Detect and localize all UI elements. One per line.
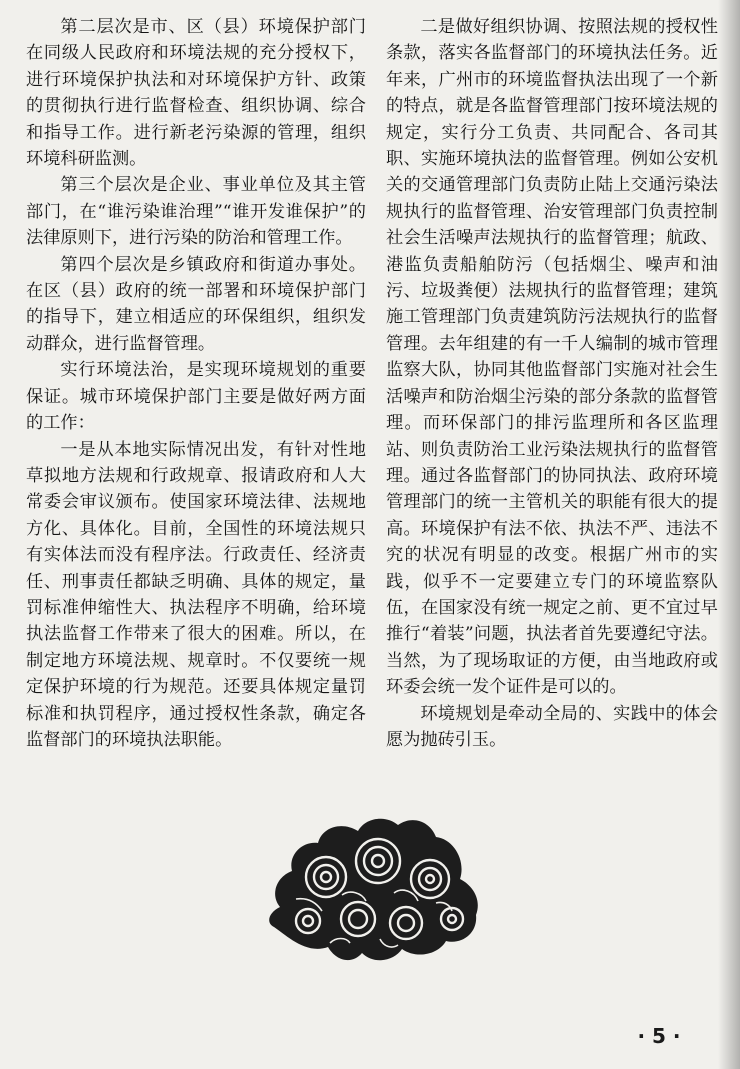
flower-ornament-icon bbox=[266, 815, 484, 965]
paragraph-point-one: 一是从本地实际情况出发，有针对性地草拟地方法规和行政规章、报请政府和人大常委会审议颁布。使国家环境法律、法规地方化、具体化。目前，全国性的环境法规只有实体法而没有程序法。行政责任、经济责任、刑事责任都缺乏明确、具体的规定，量罚标准伸缩性大、执法程序不明确，给环境执法监督工作带来了很大的困难。所以，在制定地方环境法规、规章时。不仅要统一规定保护环境的行为规范。还要具体规定量罚标准和执罚程序，通过授权性条款，确定各监督部门的环境执法职能。 bbox=[26, 439, 366, 750]
paragraph-environmental-rule-of-law: 实行环境法治，是实现环境规划的重要保证。城市环境保护部门主要是做好两方面的工作： bbox=[26, 360, 366, 434]
left-text-column bbox=[26, 14, 366, 753]
paragraph-fourth-level: 第四个层次是乡镇政府和街道办事处。在区（县）政府的统一部署和环境保护部门的指导下，建立相适应的环保组织，组织发动群众，进行监督管理。 bbox=[26, 254, 366, 354]
right-text-column bbox=[386, 14, 718, 753]
paragraph-point-two: 二是做好组织协调、按照法规的授权性条款，落实各监督部门的环境执法任务。近年来，广州市的环境监督执法出现了一个新的特点，就是各监督管理部门按环境法规的规定，实行分工负责、共同配合、各司其职、实施环境执法的监督管理。例如公安机关的交通管理部门负责防止陆上交通污染法规执行的监督管理、治安管理部门负责控制社会生活噪声法规执行的监督管理；航政、港监负责船舶防污（包括烟尘、噪声和油污、垃圾粪便）法规执行的监督管理；建筑施工管理部门负责建筑防污法规执行的监督管理。去年组建的有一千人编制的城市管理监察大队，协同其他监督部门实施对社会生活噪声和防治烟尘污染的部分条款的监督管理。而环保部门的排污监理所和各区监理站、则负责防治工业污染法规执行的监督管理。通过各监督部门的协同执法、政府环境管理部门的统一主管机关的职能有很大的提高。环境保护有法不依、执法不严、违法不究的状况有明显的改变。根据广州市的实践，似乎不一定要建立专门的环境监察队伍，在国家没有统一规定之前、更不宜过早推行“着装”问题，执法者首先要遵纪守法。当然，为了现场取证的方便，由当地政府或环委会统一发个证件是可以的。 bbox=[386, 17, 718, 698]
page-number: · 5 · bbox=[637, 1024, 681, 1048]
page-edge-shadow bbox=[718, 0, 740, 1069]
paragraph-closing: 环境规划是牵动全局的、实践中的体会愿为抛砖引玉。 bbox=[386, 703, 718, 750]
paragraph-third-level: 第三个层次是企业、事业单位及其主管部门，在“谁污染谁治理”“谁开发谁保护”的法律原则下，进行污染的防治和管理工作。 bbox=[26, 175, 366, 249]
paragraph-second-level: 第二层次是市、区（县）环境保护部门在同级人民政府和环境法规的充分授权下，进行环境保护执法和对环境保护方针、政策的贯彻执行进行监督检查、组织协调、综合和指导工作。进行新老污染源的管理，组织环境科研监测。 bbox=[26, 17, 366, 170]
